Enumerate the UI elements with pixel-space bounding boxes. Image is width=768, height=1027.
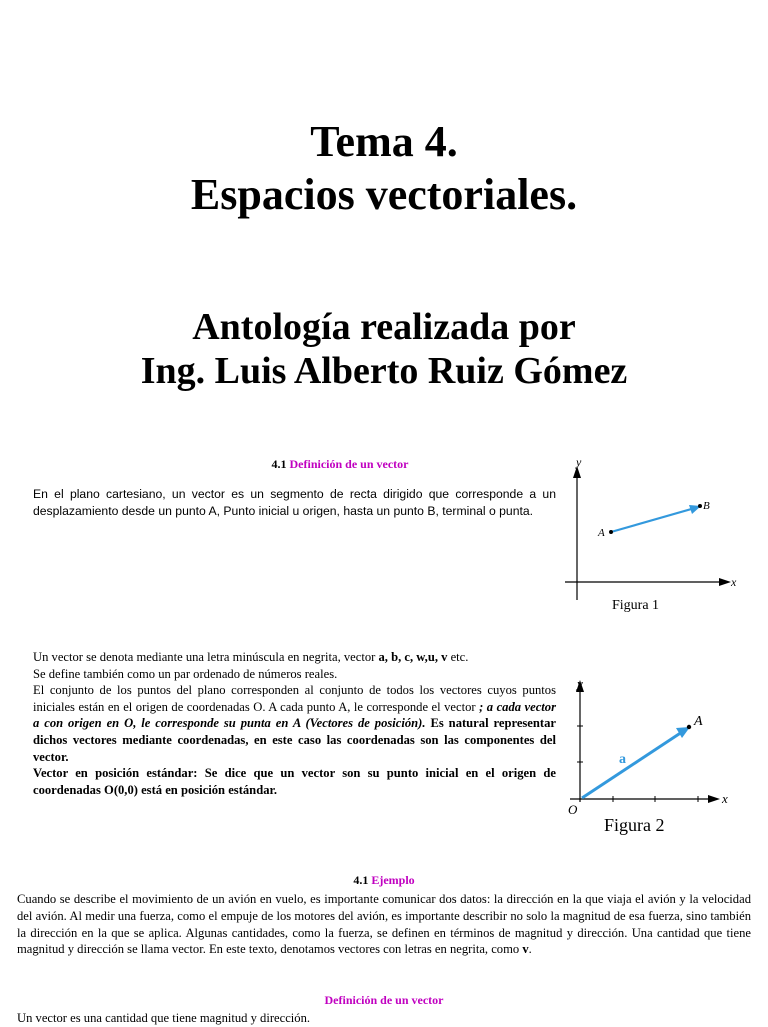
figure1-point-a bbox=[609, 530, 613, 534]
section-heading-ejemplo bbox=[200, 873, 568, 888]
figure2-x-label: x bbox=[722, 791, 728, 806]
figure1-label-b: B bbox=[703, 500, 710, 512]
notation-line: Un vector se denota mediante una letra minúscula en negrita, vector a, b, c, w,u, v etc. bbox=[33, 650, 469, 664]
figure2-caption: Figura 2 bbox=[604, 815, 665, 835]
section-heading-definicion-2: Definición de un vector bbox=[324, 993, 444, 1007]
figure1-vector bbox=[611, 508, 695, 532]
figure2-point-a bbox=[687, 725, 691, 729]
section-title: Definición de un vector bbox=[289, 457, 409, 471]
page-title-line2: Espacios vectoriales. bbox=[190, 170, 578, 219]
figure2-y-label: y bbox=[577, 676, 583, 691]
figure1-y-label: y bbox=[576, 455, 582, 469]
ordered-pair-line: Se define también como un par ordenado de números reales. bbox=[33, 666, 338, 681]
figure2-x-arrow-icon bbox=[708, 795, 720, 803]
figure2-vector-label: a bbox=[619, 752, 626, 767]
standard-position-paragraph: Vector en posición estándar: Se dice que un vector son su punto inicial en el origen de coordenadas O(0,0) está en posición estándar. bbox=[33, 766, 556, 797]
figure1-label-a: A bbox=[598, 527, 605, 539]
section-number: 4.1 bbox=[271, 457, 287, 471]
figure1-x-label: x bbox=[731, 575, 737, 589]
figure2-origin-label: O bbox=[568, 802, 578, 817]
page-title-line1: Tema 4. bbox=[310, 117, 458, 166]
ejemplo-paragraph: Cuando se describe el movimiento de un avión en vuelo, es importante comunicar dos datos: la dirección en la que viaja el avión y la velocidad del avión. Al medir una fuerza, como el empuje de los motores del avión, es importante describir no solo la magnitud de esa fuerza, sino también la dirección en la que se aplica. Algunas cantidades, como la fuerza, se definen en términos de magnitud y dirección. Una cantidad que tiene magnitud y dirección se llama vector. En este texto, denotamos vectores con letras en negrita, como v. bbox=[17, 892, 751, 957]
figure1-point-b bbox=[698, 504, 702, 508]
position-vectors-paragraph: El conjunto de los puntos del plano corresponden al conjunto de todos los vectores cuyos puntos iniciales están en el origen de coordenadas O. A cada punto A, le corresponde el vector ; a cada vector a con origen en O, le corresponde su punta en A (Vectores de posición). Es natural representar dichos vectores mediante coordenadas, en este caso las coordenadas son las componentes del vector. bbox=[33, 683, 556, 764]
definicion-paragraph: En el plano cartesiano, un vector es un segmento de recta dirigido que corresponde a un desplazamiento desde un punto A, Punto inicial u origen, hasta un punto B, terminal o punta. bbox=[33, 487, 556, 518]
section-heading-definicion bbox=[150, 457, 530, 472]
figure1-x-arrow-icon bbox=[719, 578, 731, 586]
figure1-caption: Figura 1 bbox=[612, 598, 660, 613]
figure-2 bbox=[558, 672, 748, 842]
definicion-2-paragraph: Un vector es una cantidad que tiene magnitud y dirección. bbox=[17, 1011, 311, 1025]
notation-text-block bbox=[33, 649, 556, 798]
author-line2: Ing. Luis Alberto Ruiz Gómez bbox=[140, 350, 628, 392]
figure-1 bbox=[555, 452, 745, 622]
section-title: Ejemplo bbox=[371, 873, 415, 887]
author-line1: Antología realizada por bbox=[192, 306, 576, 348]
figure2-label-a: A bbox=[694, 714, 703, 729]
figure2-vector bbox=[582, 732, 682, 798]
section-number: 4.1 bbox=[353, 873, 369, 887]
